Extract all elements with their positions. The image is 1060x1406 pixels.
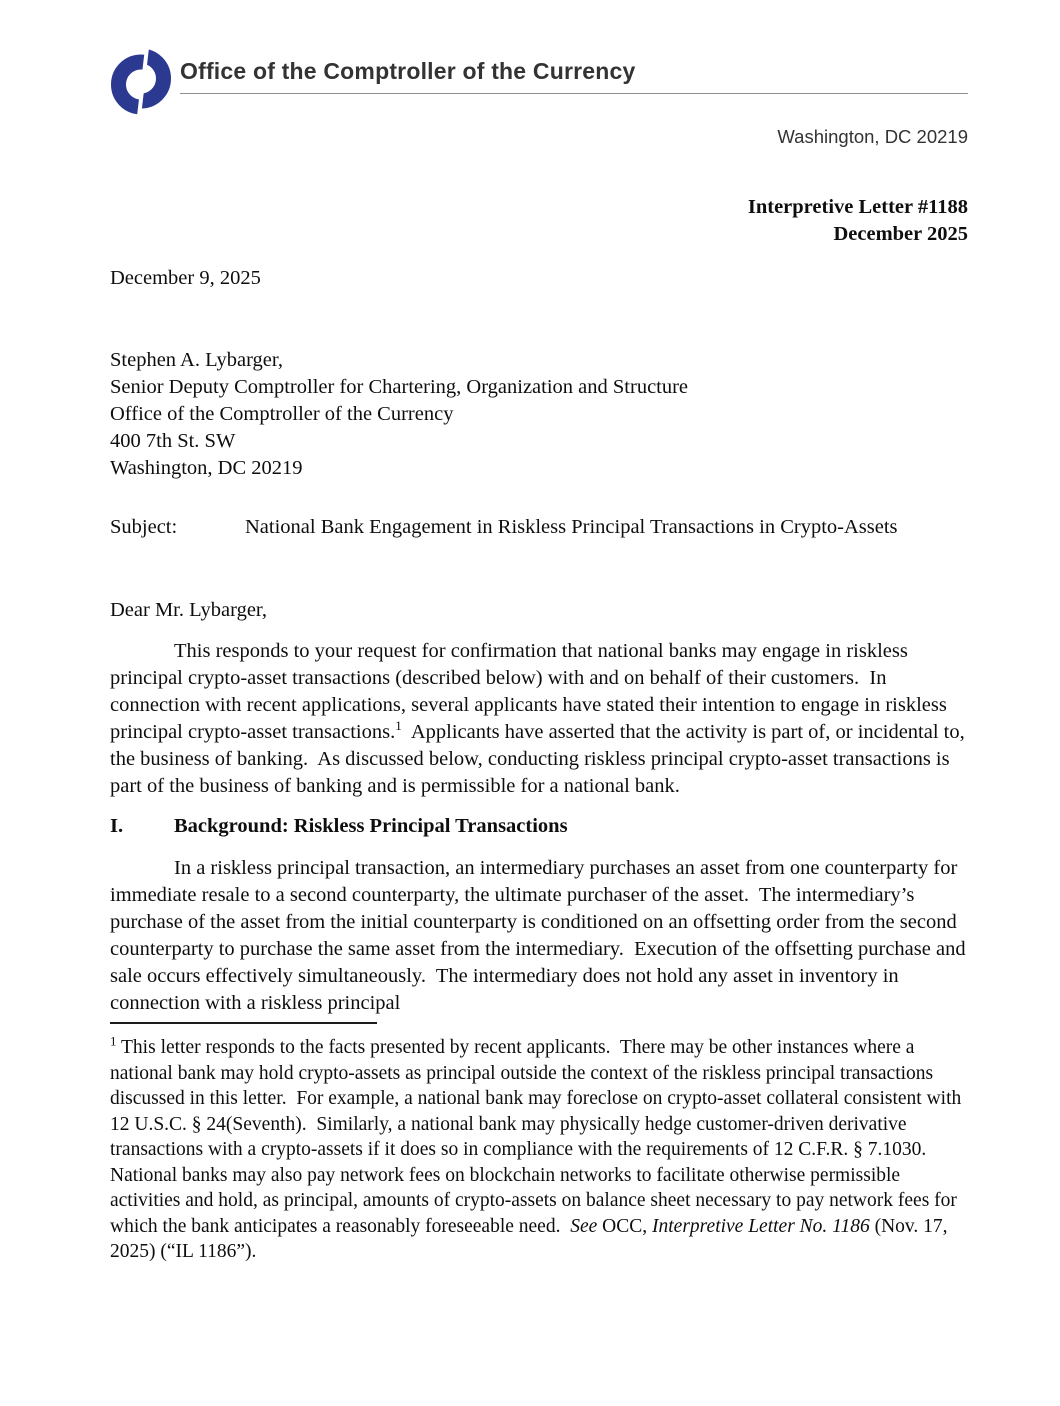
letterhead-text [180,58,968,94]
footnote-1-mid: OCC, [597,1215,653,1237]
footnote-separator [110,1022,377,1024]
footnote-1-see: See [570,1215,598,1237]
paragraph-1-text: This responds to your request for confirmation that national banks may engage in riskless principal crypto-asset transactions (described below) with and on behalf of their customers. In connection with recent applications, several applicants have stated their intention to engage in riskless principal crypto-asset transactions. [110,640,952,743]
section-1-title: Background: Riskless Principal Transactions [174,815,568,837]
recipient-name: Stephen A. Lybarger, [110,349,284,371]
footnote-1-marker: 1 [110,1033,117,1049]
letter-date: December 9, 2025 [110,267,261,289]
letter-reference [110,194,968,248]
subject-label: Subject: [110,516,178,538]
agency-address: Washington, DC 20219 [777,126,968,147]
recipient-city: Washington, DC 20219 [110,457,303,479]
recipient-agency: Office of the Comptroller of the Currency [110,403,454,425]
occ-logo-icon [110,48,172,116]
footnote-1-citation: Interpretive Letter No. 1186 [652,1215,870,1237]
footnote-ref-1: 1 [395,718,402,734]
letter-number: Interpretive Letter #1188 [747,196,968,218]
letter-month: December 2025 [833,223,968,245]
footnote-area [110,1022,968,1265]
letterhead [110,48,968,114]
recipient-street: 400 7th St. SW [110,430,236,452]
paragraph-1 [110,638,968,800]
footnote-1-end: (Nov. 17, 2025) (“IL 1186”). [110,1215,953,1262]
recipient-title: Senior Deputy Comptroller for Chartering, Organization and Structure [110,376,689,398]
footnote-1-text: This letter responds to the facts presented by recent applicants. There may be other instances where a national bank may hold crypto-assets as principal outside the context of the riskless principal transactions discussed in this letter. For example, a national bank may foreclose on crypto-asset collateral consistent with 12 U.S.C. § 24(Seventh). Similarly, a national bank may physically hedge customer-driven derivative transactions with a crypto-assets if it does so in compliance with the requirements of 12 C.F.R. § 7.1030. National banks may also pay network fees on blockchain networks to facilitate otherwise permissible activities and hold, as principal, amounts of crypto-assets on balance sheet necessary to pay network fees for which the bank anticipates a reasonably foreseeable need. [110,1037,967,1237]
paragraph-1-continued: Applicants have asserted that the activity is part of, or incidental to, the business of banking. As discussed below, conducting riskless principal crypto-asset transactions is part of the business of banking and is permissible for a national bank. [110,721,970,797]
letterhead-rule [180,93,968,94]
paragraph-2: In a riskless principal transaction, an intermediary purchases an asset from one counterparty for immediate resale to a second counterparty, the ultimate purchaser of the asset. The intermediary’s purchase of the asset from the initial counterparty is conditioned on an offsetting order from the second counterparty to purchase the same asset from the intermediary. Execution of the offsetting purchase and sale occurs effectively simultaneously. The intermediary does not hold any asset in inventory in connection with a riskless principal [110,857,971,1014]
section-1-numeral: I. [110,815,124,837]
subject-line [110,514,968,541]
salutation: Dear Mr. Lybarger, [110,599,268,621]
section-1-heading [110,813,968,840]
subject-text: National Bank Engagement in Riskless Principal Transactions in Crypto-Assets [245,516,898,538]
agency-name: Office of the Comptroller of the Currency [180,58,636,84]
recipient-block [110,347,968,482]
footnote-1 [110,1035,968,1265]
